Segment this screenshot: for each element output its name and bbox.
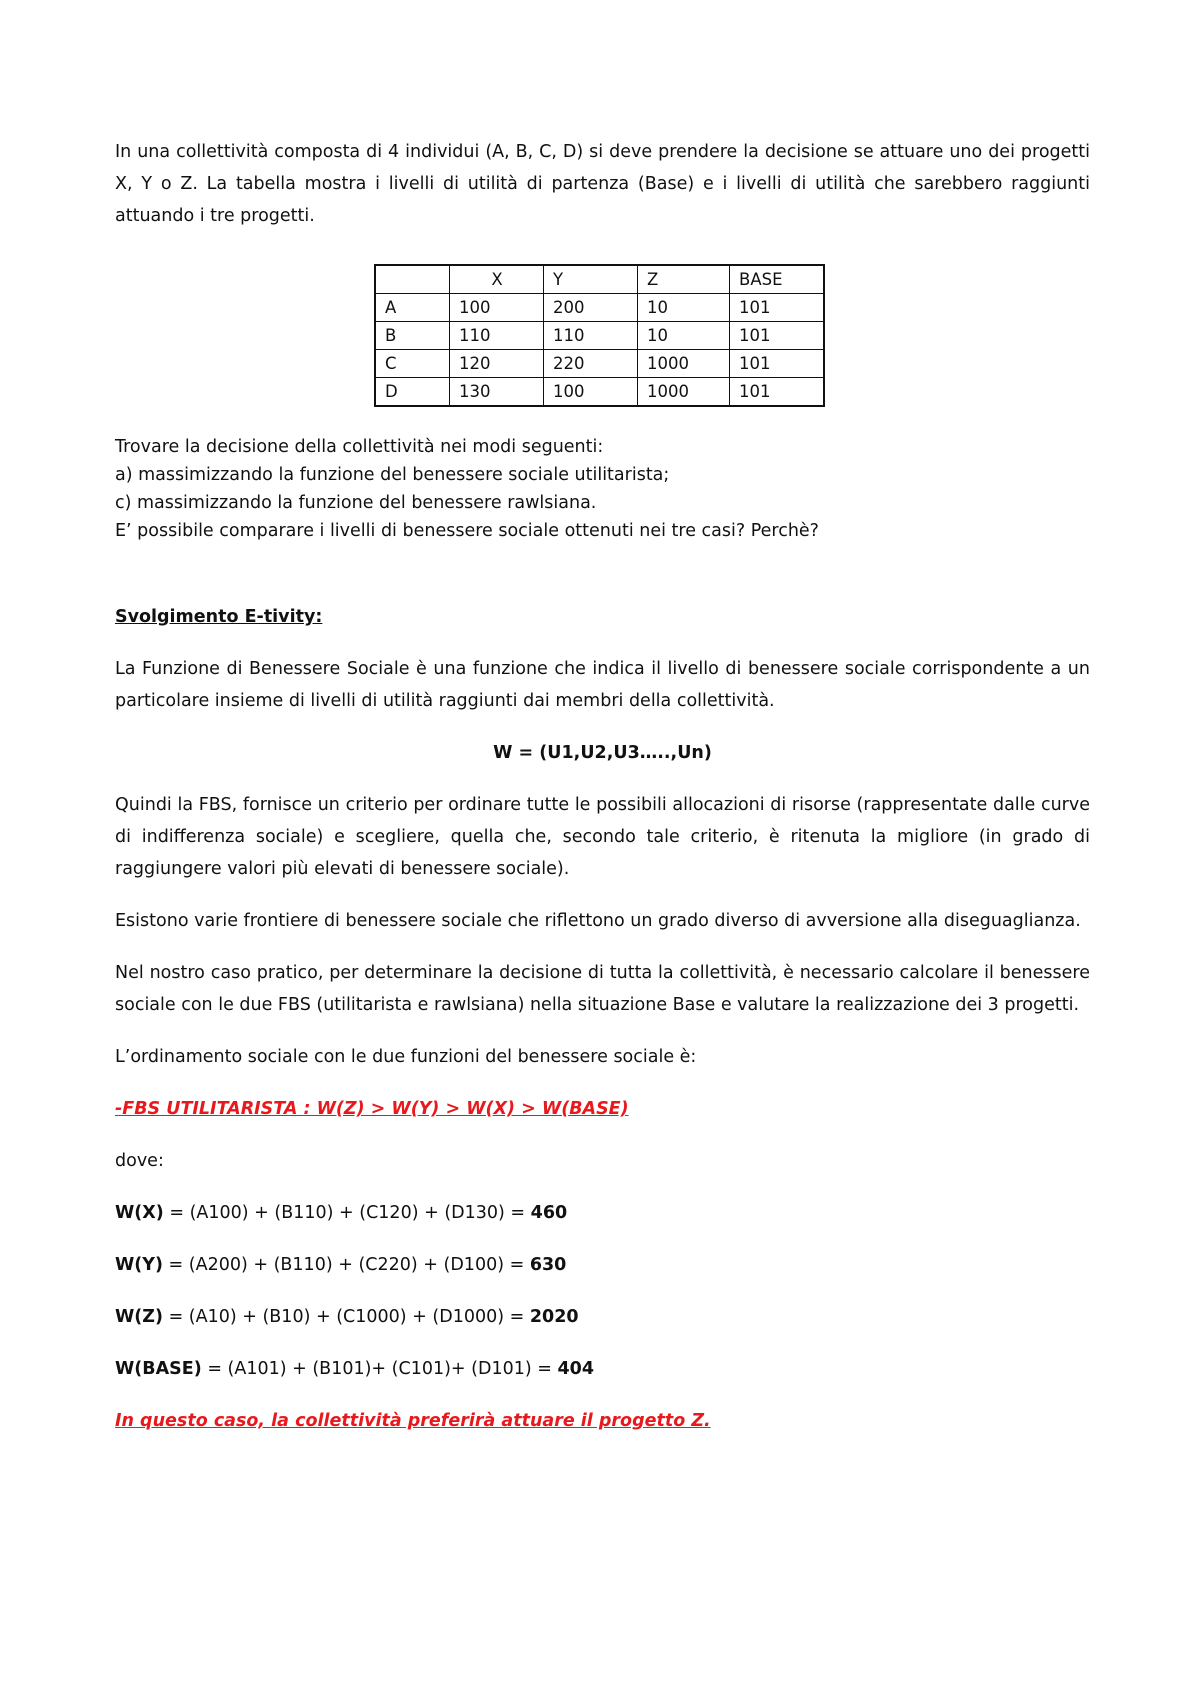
table-cell: 101 (730, 378, 825, 407)
calc-result: 404 (557, 1359, 594, 1379)
table-cell: 101 (730, 322, 825, 350)
ordering-intro: L’ordinamento sociale con le due funzioni del benessere sociale è: (115, 1047, 697, 1067)
definition-paragraph: La Funzione di Benessere Sociale è una funzione che indica il livello di benessere sociale corrispondente a un particolare insieme di livelli di utilità raggiunti dai membri della collettività. (115, 659, 1090, 711)
frontiers-paragraph: Esistono varie frontiere di benessere sociale che riflettono un grado diverso di avversione alla diseguaglianza. (115, 911, 1081, 931)
table-cell: A (375, 294, 450, 322)
task-item-c: c) massimizzando la funzione del benessere rawlsiana. (115, 493, 597, 513)
table-cell: 100 (450, 294, 544, 322)
calc-label: W(BASE) (115, 1359, 202, 1379)
table-cell: 10 (638, 294, 730, 322)
table-cell: 130 (450, 378, 544, 407)
table-cell: 120 (450, 350, 544, 378)
task-item-a: a) massimizzando la funzione del benessere sociale utilitarista; (115, 465, 670, 485)
calc-label: W(Y) (115, 1255, 163, 1275)
calc-result: 460 (530, 1203, 568, 1223)
table-cell: 100 (544, 378, 638, 407)
intro-paragraph: In una collettività composta di 4 individui (A, B, C, D) si deve prendere la decisione se attuare uno dei progetti X, Y o Z. La tabella mostra i livelli di utilità di partenza (Base) e i livelli di utilità che sarebbero raggiunti attuando i tre progetti. (115, 142, 1090, 226)
table-cell: 1000 (638, 350, 730, 378)
welfare-calc-x (115, 1197, 1090, 1229)
calc-expression: = (A101) + (B101)+ (C101)+ (D101) = (201, 1359, 558, 1379)
table-header-cell: Z (638, 265, 730, 294)
welfare-calc-y (115, 1249, 1090, 1281)
table-cell: B (375, 322, 450, 350)
section-title: Svolgimento E-tivity: (115, 607, 323, 627)
criterion-paragraph: Quindi la FBS, fornisce un criterio per ordinare tutte le possibili allocazioni di risorse (rappresentate dalle curve di indifferenza sociale) e scegliere, quella che, secondo tale criterio, è ritenuta la migliore (in grado di raggiungere valori più elevati di benessere sociale). (115, 795, 1090, 879)
calc-expression: = (A10) + (B10) + (C1000) + (D1000) = (163, 1307, 530, 1327)
table-cell: 110 (450, 322, 544, 350)
document-page (115, 136, 1090, 1437)
welfare-calc-z (115, 1301, 1090, 1333)
welfare-calc-base (115, 1353, 1090, 1385)
calc-expression: = (A200) + (B110) + (C220) + (D100) = (162, 1255, 530, 1275)
calc-label: W(X) (115, 1203, 164, 1223)
table-cell: C (375, 350, 450, 378)
where-label: dove: (115, 1151, 164, 1171)
table-cell: 110 (544, 322, 638, 350)
table-row (375, 322, 824, 350)
table-header-cell (375, 265, 450, 294)
calc-result: 2020 (529, 1307, 579, 1327)
task-block (115, 433, 1090, 545)
table-cell: 220 (544, 350, 638, 378)
task-lead: Trovare la decisione della collettività nei modi seguenti: (115, 437, 604, 457)
utility-table (374, 264, 825, 407)
table-cell: D (375, 378, 450, 407)
table-header-cell: BASE (730, 265, 825, 294)
table-cell: 101 (730, 350, 825, 378)
calc-label: W(Z) (115, 1307, 163, 1327)
table-row (375, 350, 824, 378)
table-row (375, 378, 824, 407)
welfare-formula: W = (U1,U2,U3…..,Un) (493, 743, 712, 763)
method-paragraph: Nel nostro caso pratico, per determinare la decisione di tutta la collettività, è necessario calcolare il benessere sociale con le due FBS (utilitarista e rawlsiana) nella situazione Base e valutare la realizzazione dei 3 progetti. (115, 963, 1090, 1015)
table-row (375, 294, 824, 322)
table-header-cell: Y (544, 265, 638, 294)
table-cell: 200 (544, 294, 638, 322)
calc-result: 630 (529, 1255, 567, 1275)
utilitarian-ordering: -FBS UTILITARISTA : W(Z) > W(Y) > W(X) > W(BASE) (115, 1099, 629, 1119)
table-cell: 101 (730, 294, 825, 322)
table-cell: 1000 (638, 378, 730, 407)
table-cell: 10 (638, 322, 730, 350)
task-question: E’ possibile comparare i livelli di benessere sociale ottenuti nei tre casi? Perchè? (115, 521, 819, 541)
calc-expression: = (A100) + (B110) + (C120) + (D130) = (163, 1203, 531, 1223)
conclusion: In questo caso, la collettività preferirà attuare il progetto Z. (115, 1411, 711, 1431)
table-header-cell: X (450, 265, 544, 294)
table-header-row (375, 265, 824, 294)
